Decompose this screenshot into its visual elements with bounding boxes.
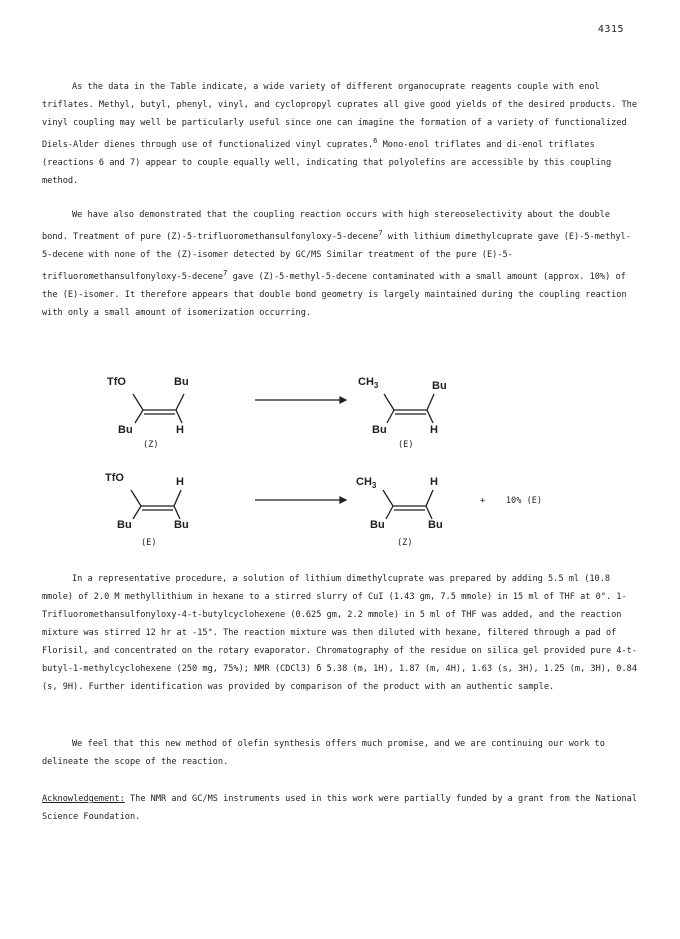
r1-start-bonds <box>133 394 184 423</box>
r1-product-ch3-subscript: 3 <box>373 381 379 391</box>
r2-product-bonds <box>383 490 433 519</box>
paragraph-3 <box>42 570 643 696</box>
reaction-arrow-2 <box>255 497 346 503</box>
paragraph-3-text: In a representative procedure, a solution of lithium dimethylcuprate was prepared by adding 5.5 ml (10.8 mmole) of 2.0 M methyllithium in hexane to a stirred slurry of CuI (1.43 gm, 7.5 mmole) in 15 ml of THF at 0°. 1-Trifluoromethansulfonyloxy-4-t-butylcyclohexene (0.625 gm, 2.2 mmole) in 5 ml of THF was added, and the reaction mixture was stirred 12 hr at -15°. The reaction mixture was then diluted with hexane, filtered through a pad of Florisil, and concentrated on the rotary evaporator. Chromatography of the residue on silica gel provided pure 4-t-butyl-1-methylcyclohexene (250 mg, 75%); NMR (CDCl3) δ 5.38 (m, 1H), 1.87 (m, 4H), 1.63 (s, 3H), 1.25 (m, 3H), 0.84 (s, 9H). Further identification was provided by comparison of the product with an authentic sample. <box>42 574 643 692</box>
reference-7b: 7 <box>223 267 228 277</box>
acknowledgement <box>42 790 643 826</box>
acknowledgement-label: Acknowledgement: <box>42 794 125 804</box>
reference-7a: 7 <box>378 228 383 237</box>
r1-product-ch-text: CH <box>358 376 374 388</box>
r2-product-bu-left-label: Bu <box>370 519 385 531</box>
r2-product-bu-right-label: Bu <box>428 519 443 531</box>
r1-start-config: (Z) <box>143 440 159 450</box>
r1-product-ch3-label <box>358 376 378 390</box>
r1-start-bu-bottom-label: Bu <box>118 424 133 436</box>
r2-start-bonds <box>131 490 181 519</box>
r2-start-bu-right-label: Bu <box>174 519 189 531</box>
page-number: 4315 <box>597 24 624 35</box>
r2-start-tfo-label: TfO <box>105 472 124 484</box>
r2-product-ch3-subscript: 3 <box>371 481 377 491</box>
r1-product-bonds <box>384 394 434 423</box>
r2-start-bu-left-label: Bu <box>117 519 132 531</box>
paragraph-1-body: As the data in the Table indicate, a wide variety of different organocuprate reagents couple with enol triflates. Methyl, butyl, phenyl, vinyl, and cyclopropyl cuprates all give good yields of the desired products. The vinyl coupling may well be particularly useful since one can imagine the formation of a variety of functionalized Diels-Alder dienes through use of functionalized vinyl cuprates. <box>42 82 643 150</box>
r2-product-h-label: H <box>430 476 438 488</box>
r1-product-config: (E) <box>398 440 414 450</box>
r2-start-h-label: H <box>176 476 184 488</box>
r1-start-h-label: H <box>176 424 184 436</box>
reaction-arrow-1 <box>255 397 346 403</box>
r1-start-tfo-label: TfO <box>107 376 126 388</box>
paragraph-4-text: We feel that this new method of olefin synthesis offers much promise, and we are continuing our work to delineate the scope of the reaction. <box>42 739 611 767</box>
paragraph-4 <box>42 735 638 771</box>
r2-minor-product: + 10% (E) <box>480 496 543 506</box>
acknowledgement-text: The NMR and GC/MS instruments used in this work were partially funded by a grant from the National Science Foundation. <box>42 794 643 822</box>
r2-product-config: (Z) <box>397 538 413 548</box>
r1-product-bu-top-label: Bu <box>432 380 447 392</box>
r2-start-config: (E) <box>141 538 157 548</box>
r2-product-ch3-label <box>356 476 376 490</box>
paragraph-2-part-a: We have also demonstrated that the coupling reaction occurs with high stereoselectivity about the double bond. Treatment of pure (Z)-5-trifluoromethansulfonyloxy-5-decene <box>42 210 616 242</box>
paragraph-2-part-b: with lithium dimethylcuprate gave (E)-5-methyl-5-decene with none of the (Z)-isomer detected by GC/MS Similar treatment of the pure (E)-5-trifluoromethansulfonyloxy-5-decene <box>42 231 631 282</box>
reference-6: 6 <box>373 136 378 145</box>
r1-product-h-label: H <box>430 424 438 436</box>
paragraph-2-part-c: gave (Z)-5-methyl-5-decene contaminated with a small amount (approx. 10%) of the (E)-isomer. It therefore appears that double bond geometry is largely maintained during the coupling reaction with only a small amount of isomerization occurring. <box>42 271 632 318</box>
r1-product-bu-bottom-label: Bu <box>372 424 387 436</box>
r1-start-bu-top-label: Bu <box>174 376 189 388</box>
paragraph-1-tail: Mono-enol triflates and di-enol triflates (reactions 6 and 7) appear to couple equally well, indicating that polyolefins are accessible by this coupling method. <box>42 139 617 186</box>
r2-product-ch-text: CH <box>356 476 372 488</box>
